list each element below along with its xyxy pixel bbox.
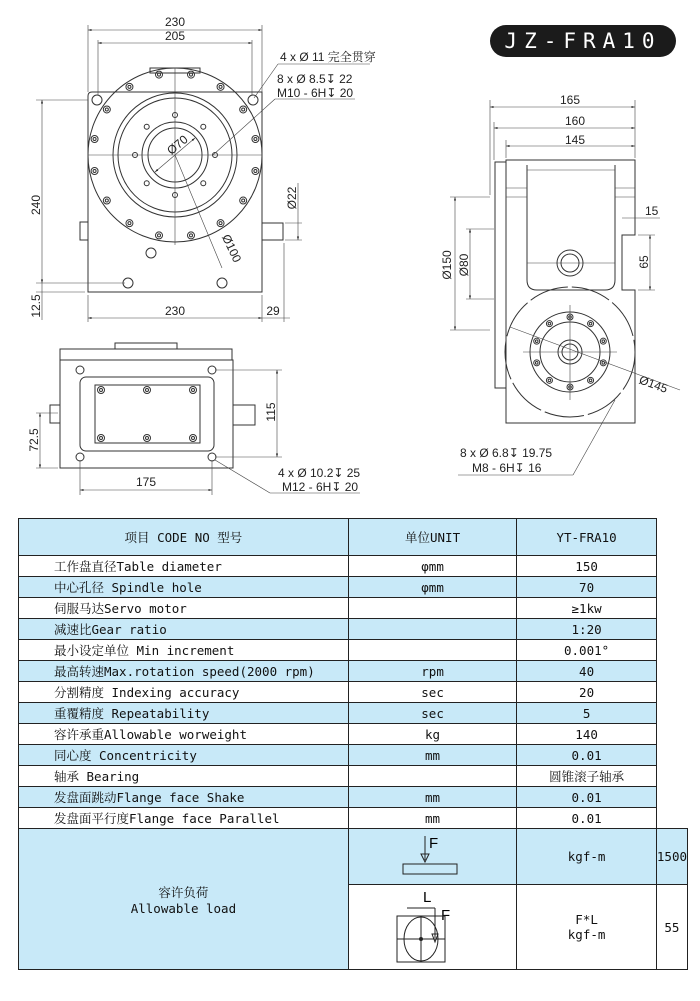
spec-value: 70 <box>517 577 657 598</box>
spec-unit: sec <box>348 682 516 703</box>
spec-name: 同心度 Concentricity <box>19 745 349 766</box>
spec-name: 轴承 Bearing <box>19 766 349 787</box>
table-row <box>19 556 688 577</box>
dim-72-5: 72.5 <box>27 428 41 452</box>
table-row <box>19 577 688 598</box>
spec-unit <box>348 619 516 640</box>
spec-unit: kg <box>348 724 516 745</box>
bolt-hole <box>240 197 247 204</box>
spec-value: ≥1kw <box>517 598 657 619</box>
axial-force-symbol: F <box>428 835 438 852</box>
spec-name: 最高转速Max.rotation speed(2000 rpm) <box>19 661 349 682</box>
dim-d145: Ø145 <box>637 372 670 396</box>
spec-unit: mm <box>348 745 516 766</box>
bolt-hole <box>93 138 96 141</box>
note-bottom-a: 4 x Ø 10.2↧ 25 <box>278 466 361 480</box>
bolt-hole <box>602 340 605 343</box>
dim-15: 15 <box>645 204 659 218</box>
bolt-hole <box>219 222 222 225</box>
bolt-hole <box>144 181 149 186</box>
table-header <box>19 519 688 556</box>
spec-unit: mm <box>348 787 516 808</box>
bolt-hole <box>600 338 606 344</box>
moment-unit-a: F*L <box>575 912 598 927</box>
dim-230-top: 230 <box>164 15 186 29</box>
bolt-hole <box>146 437 149 440</box>
bolt-hole <box>201 181 206 186</box>
bolt-hole <box>128 85 131 88</box>
spec-unit: rpm <box>348 661 516 682</box>
table-row <box>19 703 688 724</box>
spec-value: 140 <box>517 724 657 745</box>
axial-load-diagram <box>348 829 516 885</box>
bolt-hole <box>192 437 195 440</box>
note-side-a: 8 x Ø 6.8↧ 19.75 <box>460 446 553 460</box>
spec-value: 40 <box>517 661 657 682</box>
note-side-b: M8 - 6H↧ 16 <box>472 461 542 475</box>
bolt-hole <box>242 199 245 202</box>
bolt-hole <box>98 387 105 394</box>
dim-175: 175 <box>135 475 157 489</box>
spec-unit: φmm <box>348 577 516 598</box>
bolt-hole <box>535 362 538 365</box>
bolt-hole <box>535 340 538 343</box>
spec-value: 0.001° <box>517 640 657 661</box>
bolt-hole <box>144 124 149 129</box>
axial-force-icon <box>393 832 473 878</box>
bolt-hole <box>548 322 551 325</box>
spec-unit <box>348 598 516 619</box>
bolt-hole <box>158 73 161 76</box>
front-view <box>29 15 376 322</box>
bolt-hole <box>219 85 222 88</box>
dim-d80: Ø80 <box>457 253 471 277</box>
load-label-cn: 容许负荷 <box>158 884 209 900</box>
dim-165: 165 <box>559 93 581 107</box>
spec-value: 0.01 <box>517 808 657 829</box>
spec-name: 工作盘直径Table diameter <box>19 556 349 577</box>
spec-name: 中心孔径 Spindle hole <box>19 577 349 598</box>
bolt-hole <box>100 437 103 440</box>
dim-240: 240 <box>29 194 43 216</box>
moment-load-diagram <box>348 885 516 970</box>
side-view <box>440 93 680 475</box>
moment-length-symbol: L <box>422 888 431 906</box>
table-row-load-axial <box>19 829 688 885</box>
bolt-hole <box>546 377 552 383</box>
bolt-hole <box>546 321 552 327</box>
spec-name: 最小设定单位 Min increment <box>19 640 349 661</box>
spec-name: 伺服马达Servo motor <box>19 598 349 619</box>
bolt-hole <box>187 71 194 78</box>
table-row <box>19 619 688 640</box>
spec-unit <box>348 766 516 787</box>
spec-value: 0.01 <box>517 787 657 808</box>
moment-value: 55 <box>656 885 687 970</box>
dim-145: 145 <box>564 133 586 147</box>
bolt-hole <box>548 379 551 382</box>
bolt-hole <box>105 199 108 202</box>
spec-value: 0.01 <box>517 745 657 766</box>
bolt-hole <box>91 167 98 174</box>
spec-name: 发盘面跳动Flange face Shake <box>19 787 349 808</box>
spec-value: 5 <box>517 703 657 724</box>
bolt-hole <box>240 106 247 113</box>
spec-unit: sec <box>348 703 516 724</box>
dim-65: 65 <box>637 255 651 269</box>
header-model: YT-FRA10 <box>517 519 657 556</box>
bolt-hole <box>242 108 245 111</box>
table-row <box>19 682 688 703</box>
note-tapped-b: M10 - 6H↧ 20 <box>277 86 354 100</box>
bolt-hole <box>254 138 257 141</box>
spec-table <box>18 518 688 970</box>
spec-unit <box>348 640 516 661</box>
spec-name: 减速比Gear ratio <box>19 619 349 640</box>
bolt-hole <box>534 360 540 366</box>
bolt-hole <box>589 379 592 382</box>
table-row <box>19 808 688 829</box>
spec-unit: φmm <box>348 556 516 577</box>
dim-d22: Ø22 <box>285 186 299 210</box>
bolt-hole <box>189 73 192 76</box>
header-code: 项目 CODE NO 型号 <box>19 519 349 556</box>
bolt-hole <box>144 387 151 394</box>
moment-force-icon <box>393 886 473 966</box>
spec-value: 1:20 <box>517 619 657 640</box>
bolt-hole <box>100 389 103 392</box>
bolt-hole <box>190 435 197 442</box>
dim-205: 205 <box>164 29 186 43</box>
bolt-hole <box>126 220 133 227</box>
dim-230-bottom: 230 <box>164 304 186 318</box>
table-row <box>19 787 688 808</box>
bolt-hole <box>588 377 594 383</box>
bolt-hole <box>201 124 206 129</box>
bolt-hole <box>189 234 192 237</box>
header-unit: 单位UNIT <box>348 519 516 556</box>
load-label-en: Allowable load <box>130 900 237 916</box>
dim-115: 115 <box>264 402 278 422</box>
dim-12-5: 12.5 <box>29 294 43 318</box>
bolt-hole <box>126 83 133 90</box>
bolt-hole <box>128 222 131 225</box>
bolt-hole <box>588 321 594 327</box>
table-row <box>19 766 688 787</box>
table-row <box>19 724 688 745</box>
note-through-holes: 4 x Ø 11 完全贯穿 <box>280 50 376 64</box>
bottom-view <box>27 343 360 495</box>
dim-d70: Ø70 <box>164 132 191 158</box>
moment-force-symbol: F <box>440 906 450 924</box>
spec-value: 20 <box>517 682 657 703</box>
dim-160: 160 <box>564 114 586 128</box>
bolt-hole <box>98 435 105 442</box>
table-row <box>19 598 688 619</box>
bolt-hole <box>158 234 161 237</box>
spec-unit: mm <box>348 808 516 829</box>
load-label <box>19 829 349 970</box>
model-title: JZ-FRA10 <box>490 25 676 57</box>
bolt-hole <box>187 232 194 239</box>
table-row <box>19 661 688 682</box>
bolt-hole <box>156 71 163 78</box>
bolt-hole <box>156 232 163 239</box>
bolt-hole <box>105 108 108 111</box>
spec-name: 重覆精度 Repeatability <box>19 703 349 724</box>
bolt-hole <box>144 435 151 442</box>
dim-d150: Ø150 <box>440 250 454 280</box>
bolt-hole <box>192 389 195 392</box>
bolt-hole <box>103 106 110 113</box>
spec-name: 容许承重Allowable worweight <box>19 724 349 745</box>
bolt-hole <box>91 136 98 143</box>
table-row <box>19 745 688 766</box>
bolt-hole <box>252 136 259 143</box>
bolt-hole <box>146 389 149 392</box>
note-tapped-a: 8 x Ø 8.5↧ 22 <box>277 72 353 86</box>
spec-name: 分割精度 Indexing accuracy <box>19 682 349 703</box>
bolt-hole <box>217 220 224 227</box>
bolt-hole <box>190 387 197 394</box>
moment-unit <box>517 885 657 970</box>
bolt-hole <box>252 167 259 174</box>
spec-name: 发盘面平行度Flange face Parallel <box>19 808 349 829</box>
axial-unit: kgf-m <box>517 829 657 885</box>
dim-d100: Ø100 <box>219 232 245 265</box>
spec-value: 圆锥滚子轴承 <box>517 766 657 787</box>
bolt-hole <box>589 322 592 325</box>
spec-value: 150 <box>517 556 657 577</box>
table-row <box>19 640 688 661</box>
bolt-hole <box>254 169 257 172</box>
moment-unit-b: kgf-m <box>567 927 606 942</box>
bolt-hole <box>534 338 540 344</box>
axial-value: 1500 <box>656 829 687 885</box>
note-bottom-b: M12 - 6H↧ 20 <box>282 480 359 494</box>
bolt-hole <box>93 169 96 172</box>
dim-29: 29 <box>266 304 280 318</box>
bolt-hole <box>217 83 224 90</box>
bolt-hole <box>103 197 110 204</box>
